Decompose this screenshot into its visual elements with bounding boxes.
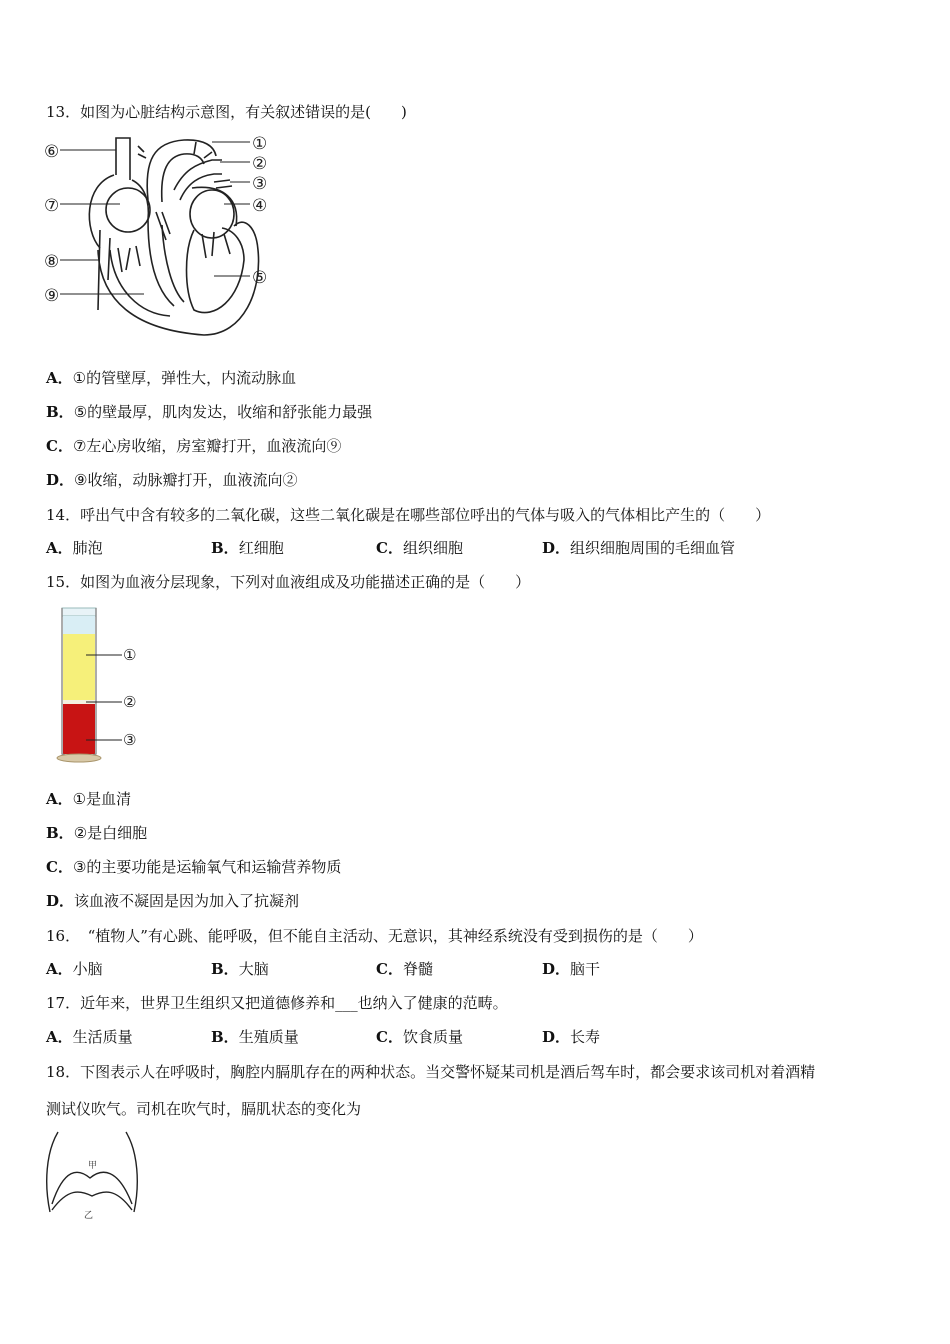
- q16-stem: 16． “植物人”有心跳、能呼吸，但不能自主活动、无意识，其神经系统没有受到损伤的是（ ）: [46, 927, 703, 945]
- q14-stem: 14．呼出气中含有较多的二氧化碳，这些二氧化碳是在哪些部位呼出的气体与吸入的气体相比产生的（ ）: [46, 506, 771, 524]
- diaphragm-diagram: [44, 1128, 140, 1220]
- q13-option-b: B．⑤的壁最厚，肌肉发达，收缩和舒张能力最强: [46, 403, 373, 421]
- q13-stem: 13．如图为心脏结构示意图，有关叙述错误的是( ): [46, 103, 407, 121]
- q18-stem-line1: 18．下图表示人在呼吸时，胸腔内膈肌存在的两种状态。当交警怀疑某司机是酒后驾车时，都会要求该司机对着酒精: [46, 1063, 816, 1081]
- q14-option-b: B．红细胞: [211, 539, 284, 557]
- heart-label-4: ④: [252, 196, 268, 216]
- q15-option-d: D．该血液不凝固是因为加入了抗凝剂: [46, 892, 300, 910]
- q13-option-a: A．①的管壁厚，弹性大，内流动脉血: [46, 369, 297, 387]
- q14-option-c: C．组织细胞: [376, 539, 463, 557]
- q15-option-b: B．②是白细胞: [46, 824, 148, 842]
- q15-stem: 15．如图为血液分层现象，下列对血液组成及功能描述正确的是（ ）: [46, 573, 531, 591]
- q17-option-c: C．饮食质量: [376, 1028, 463, 1046]
- heart-label-2: ②: [252, 154, 268, 174]
- q14-option-a: A．肺泡: [46, 539, 103, 557]
- diaphragm-label-jia: 甲: [88, 1161, 98, 1171]
- q16-option-c: C．脊髓: [376, 960, 433, 978]
- q16-option-a: A．小脑: [46, 960, 103, 978]
- q13-option-d: D．⑨收缩，动脉瓣打开，血液流向②: [46, 471, 298, 489]
- heart-label-9: ⑨: [44, 286, 60, 306]
- q18-stem-line2: 测试仪吹气。司机在吹气时，膈肌状态的变化为: [46, 1100, 362, 1118]
- q17-option-a: A．生活质量: [46, 1028, 133, 1046]
- blood-tube-diagram: [56, 604, 156, 768]
- heart-label-3: ③: [252, 174, 268, 194]
- blood-tube-svg: [56, 604, 156, 768]
- heart-label-5: ⑤: [252, 268, 268, 288]
- q17-option-b: B．生殖质量: [211, 1028, 299, 1046]
- heart-label-1: ①: [252, 134, 268, 154]
- tube-label-3: ③: [123, 731, 137, 749]
- heart-diagram-svg: [44, 130, 274, 342]
- q16-option-b: B．大脑: [211, 960, 269, 978]
- heart-label-8: ⑧: [44, 252, 60, 272]
- q15-option-a: A．①是血清: [46, 790, 132, 808]
- heart-diagram: [44, 130, 274, 342]
- tube-label-2: ②: [123, 693, 137, 711]
- q17-option-d: D．长寿: [542, 1028, 601, 1046]
- heart-label-6: ⑥: [44, 142, 60, 162]
- q16-option-d: D．脑干: [542, 960, 601, 978]
- q15-option-c: C．③的主要功能是运输氧气和运输营养物质: [46, 858, 342, 876]
- q17-stem: 17．近年来，世界卫生组织又把道德修养和___也纳入了健康的范畴。: [46, 994, 508, 1012]
- q14-option-d: D．组织细胞周围的毛细血管: [542, 539, 736, 557]
- diaphragm-svg: [44, 1128, 140, 1220]
- heart-label-7: ⑦: [44, 196, 60, 216]
- tube-label-1: ①: [123, 646, 137, 664]
- q13-option-c: C．⑦左心房收缩，房室瓣打开，血液流向⑨: [46, 437, 342, 455]
- diaphragm-label-yi: 乙: [84, 1211, 94, 1220]
